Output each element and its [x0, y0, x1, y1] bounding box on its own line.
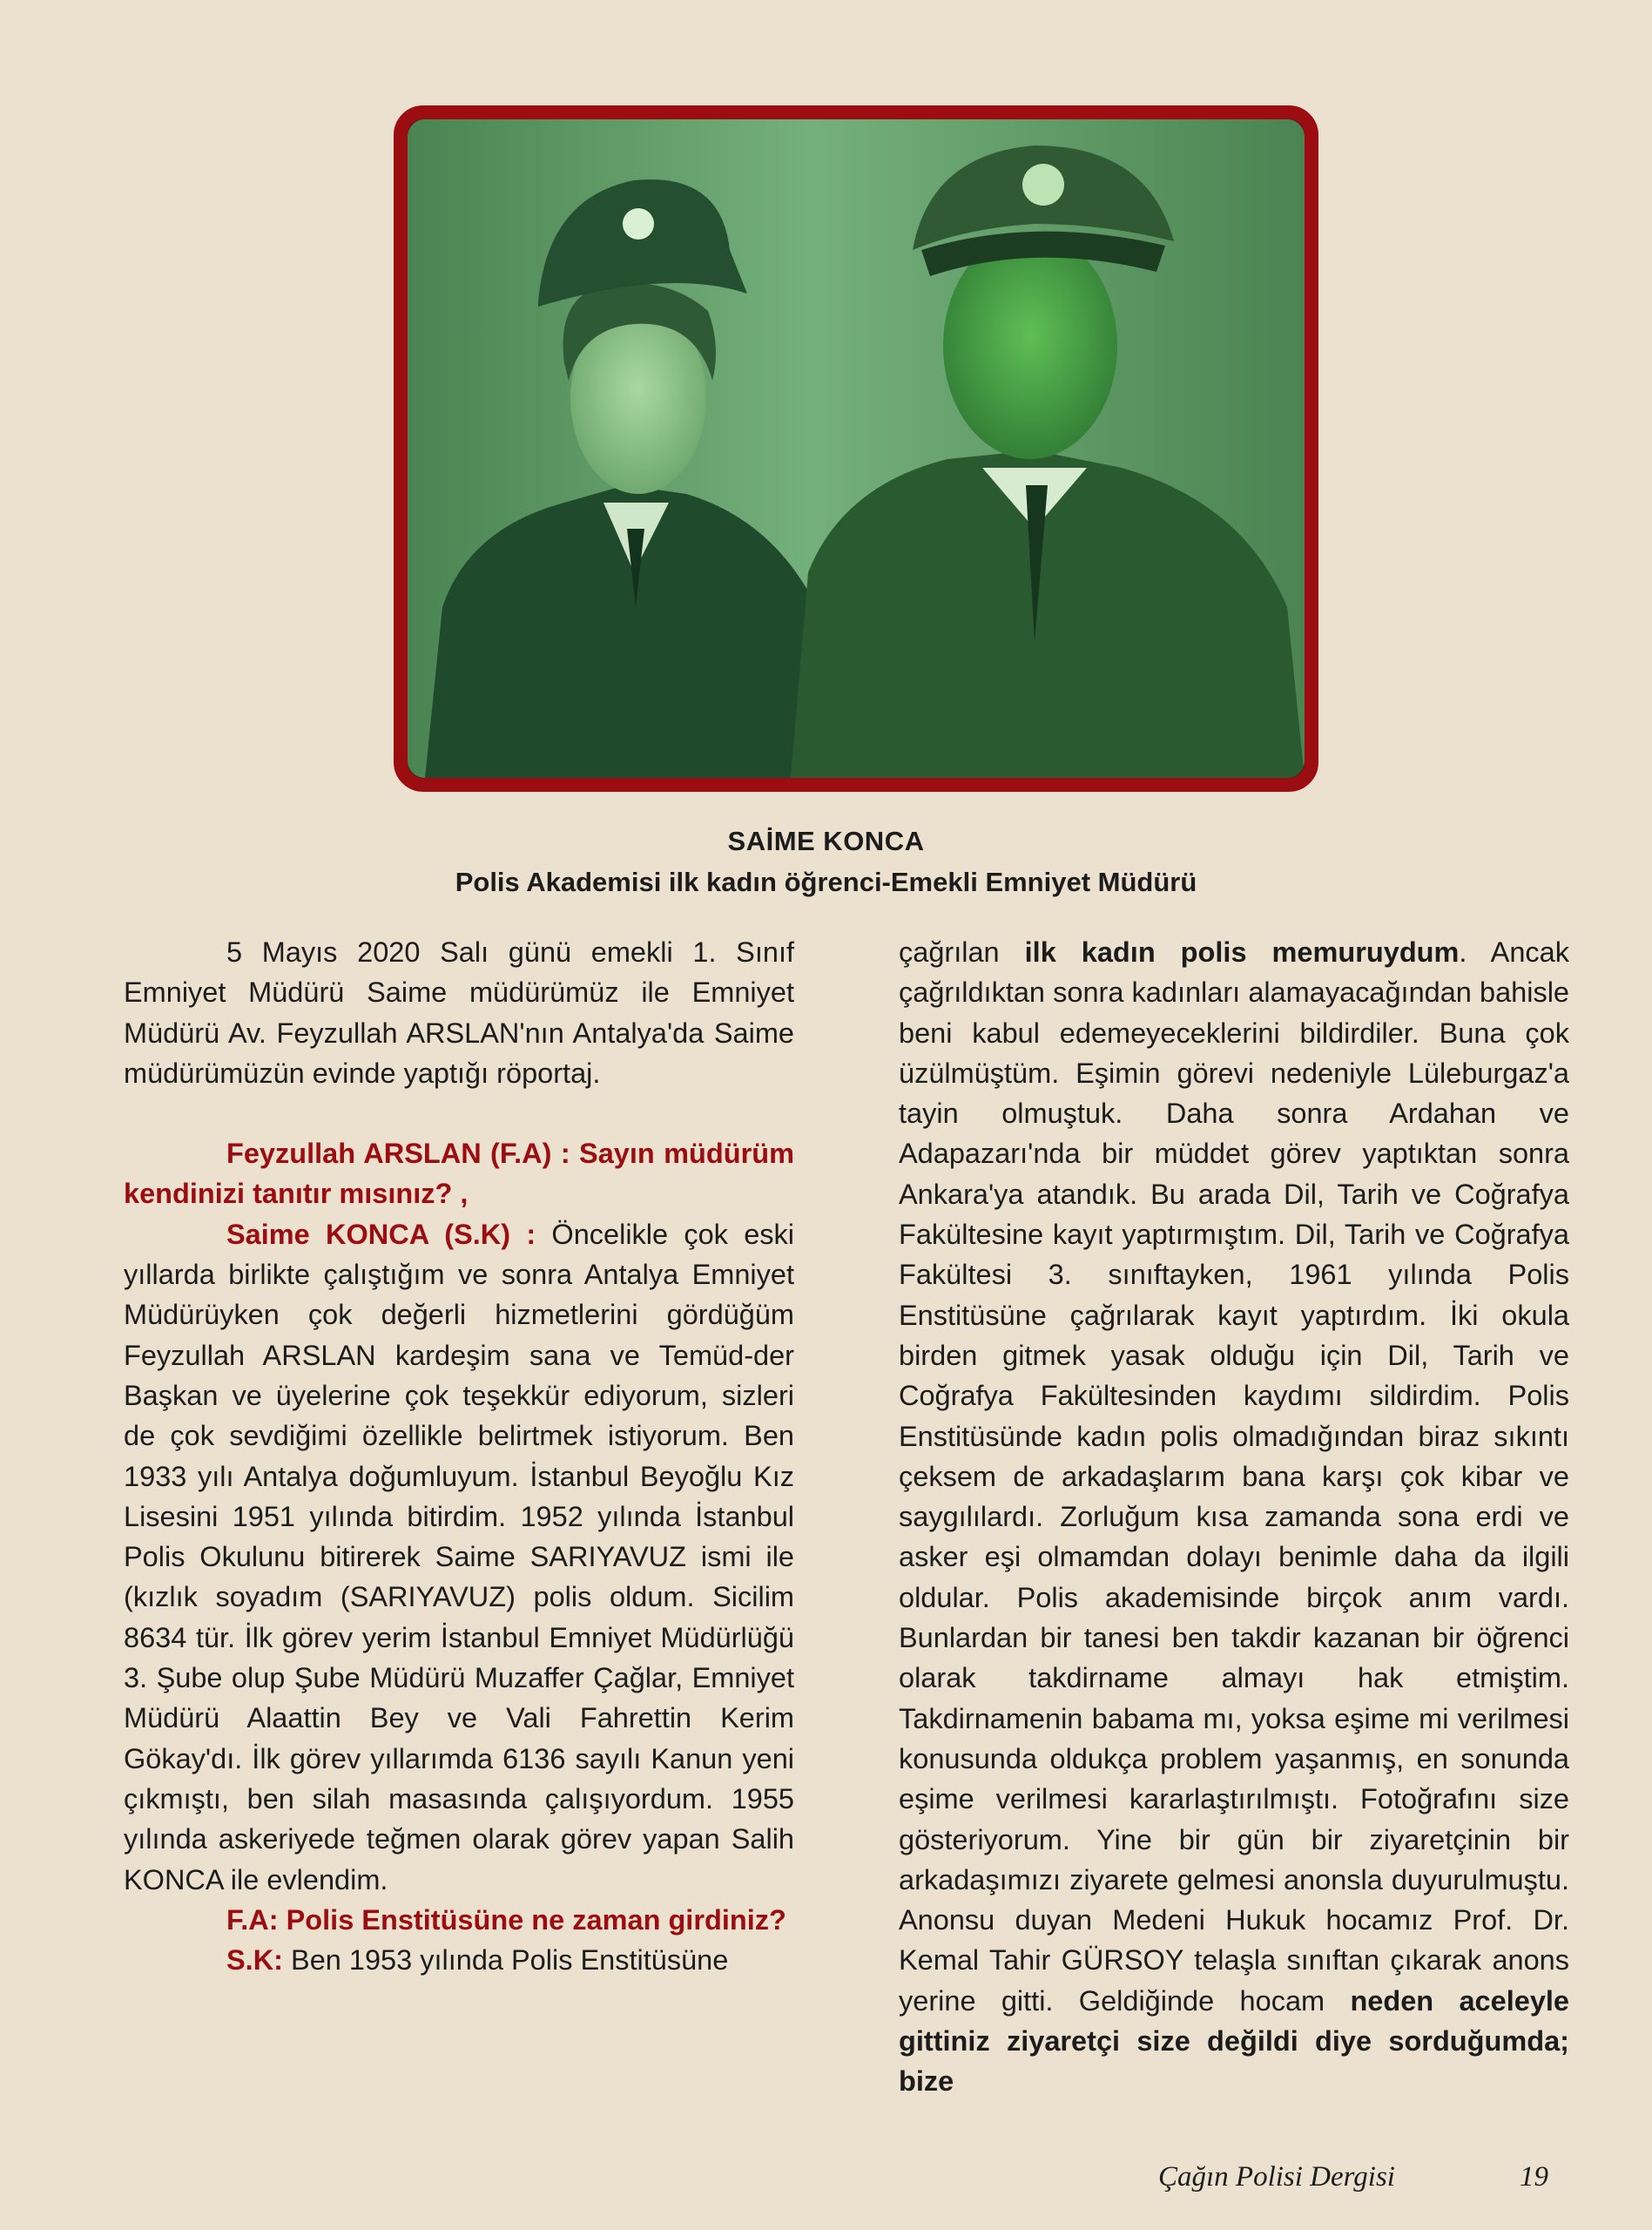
- right-bold-2: neden aceleyle gittiniz ziyaretçi size değildi diye sorduğumda; bize: [899, 1984, 1569, 2098]
- footer-page-number: 19: [1520, 2161, 1548, 2193]
- right-text-1: çağrılan: [899, 936, 1025, 968]
- portrait-photo: [408, 119, 1305, 778]
- footer-magazine-name: Çağın Polisi Dergisi: [1158, 2161, 1395, 2193]
- right-text-2: . Ancak çağrıldıktan sonra kadınları alamayacağından bahisle beni kabul edemeyeceklerini bildirdiler. Buna çok üzülmüştüm. Eşimin görevi nedeniyle Lüleburgaz'a tayin olmuştuk. Daha sonra Ardahan ve Adapazarı'nda bir müddet görev yaptıktan sonra Ankara'ya atandık. Bu arada Dil, Tarih ve Coğrafya Fakültesine kayıt yaptırmıştım. Dil, Tarih ve Coğrafya Fakültesi 3. sınıftayken, 1961 yılında Polis Enstitüsüne çağrılarak kayıt yaptırdım. İki okula birden gitmek yasak olduğu için Dil, Tarih ve Coğrafya Fakültesinden kaydımı sildirdim. Polis Enstitüsünde kadın polis olmadığından biraz sıkıntı çeksem de arkadaşlarım bana karşı çok kibar ve saygılılardı. Zorluğum kısa zamanda sona erdi ve asker eşi olmamdan dolayı benimle daha da ilgili oldular. Polis akademisinde birçok anım vardı. Bunlardan bir tanesi ben takdir kazanan bir öğrenci olarak takdirname almayı hak etmiştim. Takdirnamenin babama mı, yoksa eşime mi verilmesi konusunda oldukça problem yaşanmış, en sonunda eşime verilmesi kararlaştırılmıştı. Fotoğrafını size gösteriyorum. Yine bir gün bir ziyaretçinin bir arkadaşımızı ziyarete gelmesi anonsla duyurulmuştu. Anonsu duyan Medeni Hukuk hocamız Prof. Dr. Kemal Tahir GÜRSOY telaşla sınıftan çıkarak anons yerine gitti. Geldiğinde hocam: [899, 936, 1569, 2017]
- answer-1: [124, 1214, 794, 1900]
- answer-2: [124, 1940, 794, 1980]
- answer-2-continued: [899, 932, 1569, 2102]
- caption-title: Polis Akademisi ilk kadın öğrenci-Emekli Emniyet Müdürü: [455, 867, 1197, 897]
- caption-name: SAİME KONCA: [727, 826, 925, 856]
- left-column: [124, 932, 794, 1980]
- photo-frame: [394, 105, 1318, 792]
- intro-paragraph: 5 Mayıs 2020 Salı günü emekli 1. Sınıf Emniyet Müdürü Saime müdürümüz ile Emniyet Müdürü Av. Feyzullah ARSLAN'nın Antalya'da Saime müdürümüzün evinde yaptığı röportaj.: [124, 936, 794, 1089]
- question-1: Feyzullah ARSLAN (F.A) : Sayın müdürüm kendinizi tanıtır mısınız? ,: [124, 1138, 794, 1210]
- answer-2-speaker: S.K:: [226, 1944, 283, 1977]
- right-bold-1: ilk kadın polis memuruydum: [1024, 936, 1460, 968]
- answer-1-text: Öncelikle çok eski yıllarda birlikte çalıştığım ve sonra Antalya Emniyet Müdürüyken çok değerli hizmetlerini gördüğüm Feyzullah ARSLAN kardeşim sana ve Temüd-der Başkan ve üyelerine çok teşekkür ediyorum, sizleri de çok sevdiğimi özellikle belirtmek istiyorum. Ben 1933 yılı Antalya doğumluyum. İstanbul Beyoğlu Kız Lisesini 1951 yılında bitirdim. 1952 yılında İstanbul Polis Okulunu bitirerek Saime SARIYAVUZ ismi ile (kızlık soyadım (SARIYAVUZ) polis oldum. Sicilim 8634 tür. İlk görev yerim İstanbul Emniyet Müdürlüğü 3. Şube olup Şube Müdürü Muzaffer Çağlar, Emniyet Müdürü Alaattin Bey ve Vali Fahrettin Kerim Gökay'dı. İlk görev yıllarımda 6136 sayılı Kanun yeni çıkmıştı, ben silah masasında çalışıyordum. 1955 yılında askeriyede teğmen olarak görev yapan Salih KONCA ile evlendim.: [124, 1218, 794, 1896]
- question-2: F.A: Polis Enstitüsüne ne zaman girdiniz?: [226, 1903, 786, 1936]
- portrait-illustration: [408, 119, 1305, 778]
- answer-1-speaker: Saime KONCA (S.K) :: [226, 1218, 536, 1250]
- right-column: [899, 932, 1569, 2102]
- answer-2-text: Ben 1953 yılında Polis Enstitüsüne: [283, 1944, 729, 1977]
- paragraph-gap: [124, 1093, 794, 1133]
